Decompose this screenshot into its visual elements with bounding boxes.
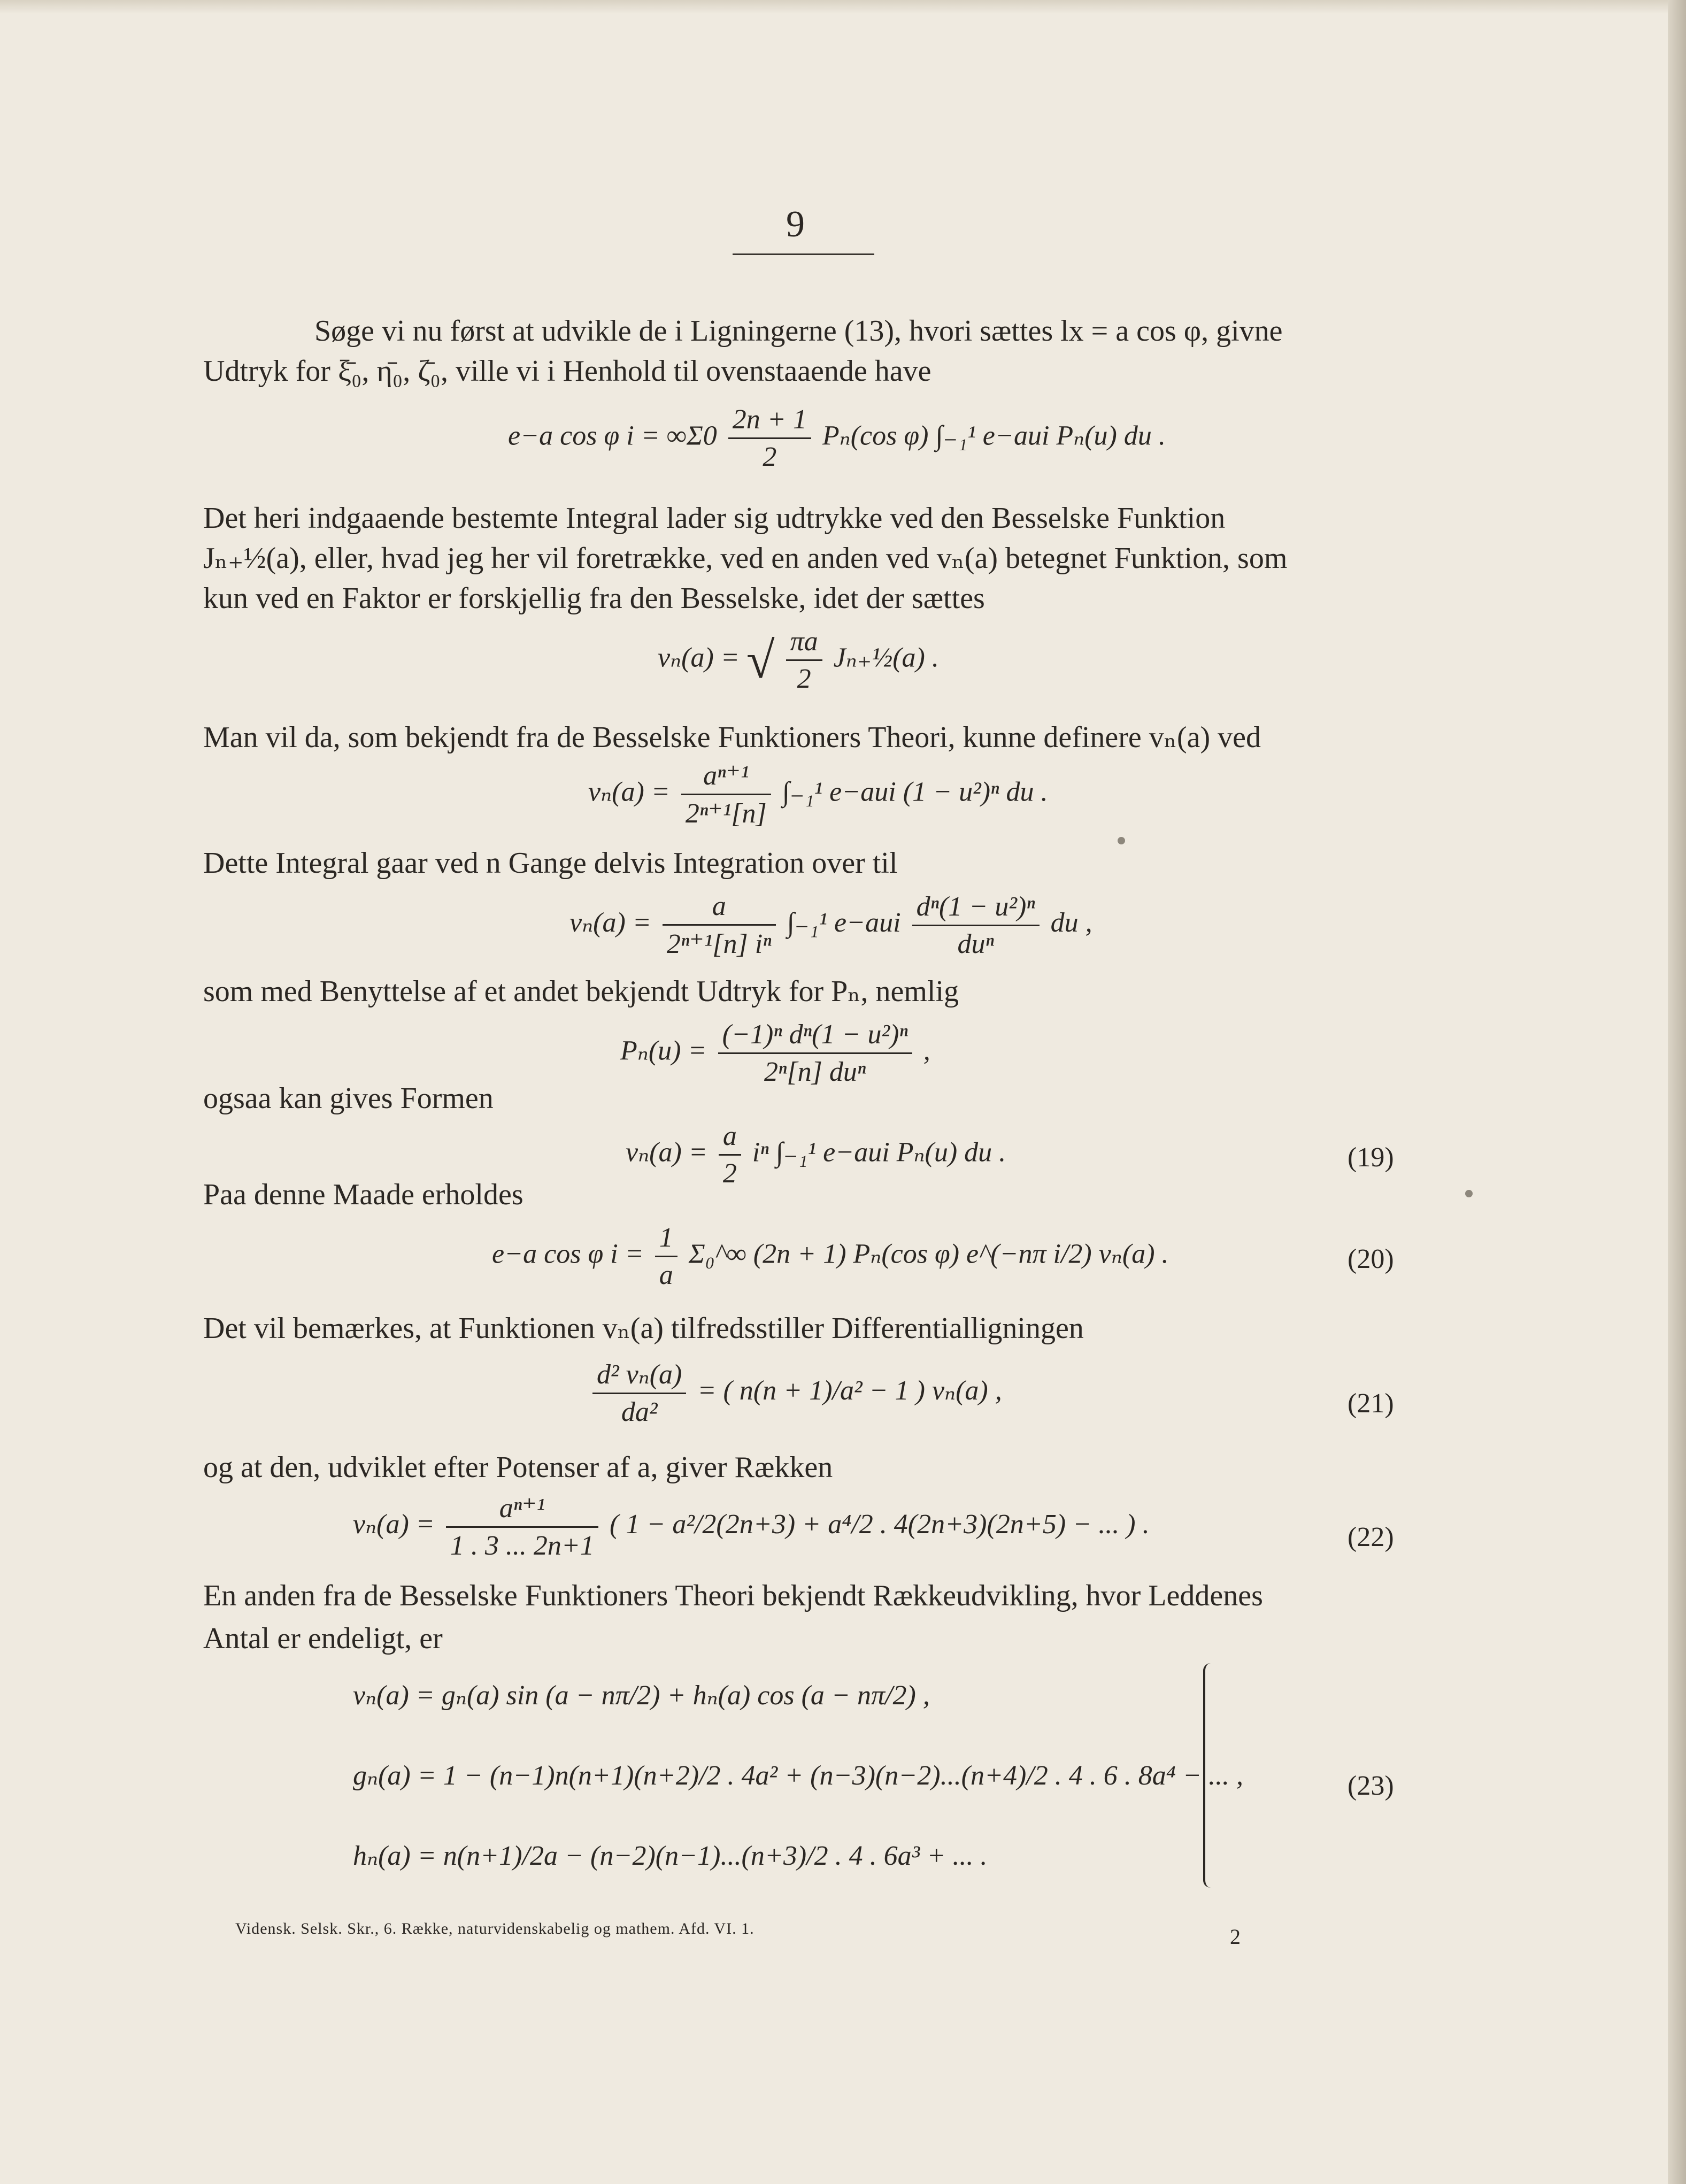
page-top-shadow bbox=[0, 0, 1686, 14]
equation-23-line-1: vₙ(a) = gₙ(a) sin (a − nπ/2) + hₙ(a) cos (a − nπ/2) , bbox=[353, 1680, 930, 1711]
eq3-den: 2ⁿ⁺¹[n] bbox=[685, 798, 767, 829]
eq7-fraction bbox=[655, 1222, 678, 1291]
eq8-den: da² bbox=[621, 1397, 658, 1427]
equation-21 bbox=[588, 1358, 1002, 1428]
eq3-num: aⁿ⁺¹ bbox=[681, 759, 771, 795]
equation-19 bbox=[626, 1120, 1006, 1189]
eq2-den: 2 bbox=[797, 664, 811, 694]
equation-number-23: (23) bbox=[1348, 1771, 1394, 1801]
eq5-lhs: Pₙ(u) = bbox=[620, 1035, 707, 1066]
equation-rodrigues bbox=[620, 1019, 930, 1088]
eq7-den: a bbox=[659, 1260, 673, 1290]
paragraph-6: ogsaa kan gives Formen bbox=[203, 1082, 494, 1115]
signature-mark: 2 bbox=[1230, 1925, 1241, 1949]
eq4-lhs: vₙ(a) = bbox=[569, 907, 651, 938]
equation-partial-integration bbox=[569, 890, 1092, 960]
paragraph-3: Man vil da, som bekjendt fra de Besselske Funktioners Theori, kunne definere vₙ(a) ved bbox=[203, 721, 1261, 754]
equation-number-20: (20) bbox=[1348, 1244, 1394, 1274]
paragraph-2-line-3: kun ved en Faktor er forskjellig fra den Besselske, idet der sættes bbox=[203, 582, 985, 615]
equation-number-22: (22) bbox=[1348, 1522, 1394, 1552]
eq5-num: (−1)ⁿ dⁿ(1 − u²)ⁿ bbox=[718, 1019, 912, 1054]
paragraph-7: Paa denne Maade erholdes bbox=[203, 1178, 523, 1211]
eq6-rest: iⁿ ∫₋₁¹ e−aui Pₙ(u) du . bbox=[752, 1137, 1006, 1168]
page-right-edge bbox=[1668, 0, 1686, 2184]
equation-22 bbox=[353, 1492, 1150, 1562]
paragraph-9: og at den, udviklet efter Potenser af a, giver Rækken bbox=[203, 1451, 833, 1484]
eq6-lhs: vₙ(a) = bbox=[626, 1137, 707, 1168]
eq4-num2: dⁿ(1 − u²)ⁿ bbox=[912, 891, 1040, 926]
eq1-rest: Pₙ(cos φ) ∫₋₁¹ e−aui Pₙ(u) du . bbox=[822, 420, 1166, 451]
equation-integral-definition bbox=[588, 759, 1048, 829]
paragraph-10-line-1: En anden fra de Besselske Funktioners Theori bekjendt Rækkeudvikling, hvor Leddenes bbox=[203, 1579, 1263, 1612]
speck bbox=[1465, 1190, 1473, 1197]
eq1-den: 2 bbox=[763, 442, 777, 472]
paragraph-10-line-2: Antal er endeligt, er bbox=[203, 1622, 443, 1655]
eq2-fraction bbox=[786, 626, 822, 695]
eq9-rest: ( 1 − a²/2(2n+3) + a⁴/2 . 4(2n+3)(2n+5) − ... ) . bbox=[609, 1509, 1150, 1540]
eq6-num: a bbox=[719, 1120, 741, 1156]
eq4-integral: ∫₋₁¹ e−aui bbox=[787, 907, 901, 938]
paragraph-8: Det vil bemærkes, at Funktionen vₙ(a) tilfredsstiller Differentialligningen bbox=[203, 1312, 1084, 1345]
eq1-lhs: e−a cos φ i bbox=[508, 420, 634, 451]
eq1-num: 2n + 1 bbox=[728, 404, 811, 439]
speck bbox=[1118, 837, 1125, 844]
eq3-rest: ∫₋₁¹ e−aui (1 − u²)ⁿ du . bbox=[782, 776, 1048, 808]
eq1-sum: ∞Σ0 bbox=[666, 420, 717, 451]
eq2-rest: Jₙ₊½(a) . bbox=[833, 642, 939, 673]
eq4-den: 2ⁿ⁺¹[n] iⁿ bbox=[666, 929, 772, 959]
eq8-num: d² vₙ(a) bbox=[592, 1358, 686, 1394]
paragraph-2-line-1: Det heri indgaaende bestemte Integral lader sig udtrykke ved den Besselske Funktion bbox=[203, 502, 1226, 535]
equation-20 bbox=[492, 1222, 1169, 1291]
eq8-fraction bbox=[592, 1358, 686, 1428]
eq9-num: aⁿ⁺¹ bbox=[446, 1492, 598, 1528]
equation-23-line-2: gₙ(a) = 1 − (n−1)n(n+1)(n+2)/2 . 4a² + (n−3)(n−2)...(n+4)/2 . 4 . 6 . 8a⁴ − ... , bbox=[353, 1760, 1243, 1791]
eq2-lhs: vₙ(a) = bbox=[658, 642, 740, 673]
eq9-den: 1 . 3 ... 2n+1 bbox=[450, 1531, 594, 1561]
paragraph-5: som med Benyttelse af et andet bekjendt Udtryk for Pₙ, nemlig bbox=[203, 975, 959, 1008]
equation-23-brace bbox=[1203, 1663, 1216, 1888]
eq1-fraction bbox=[728, 404, 811, 473]
footer-citation: Vidensk. Selsk. Skr., 6. Række, naturvidenskabelig og mathem. Afd. VI. 1. bbox=[235, 1920, 755, 1937]
equation-vn-definition bbox=[658, 626, 939, 695]
page-number-rule bbox=[733, 253, 874, 255]
eq4-fraction-2 bbox=[912, 891, 1040, 960]
equation-number-19: (19) bbox=[1348, 1142, 1394, 1173]
eq2-radical: √ bbox=[746, 632, 775, 689]
eq4-rest: du , bbox=[1050, 907, 1092, 938]
equation-number-21: (21) bbox=[1348, 1388, 1394, 1419]
eq2-num: πa bbox=[786, 626, 822, 661]
equation-23-line-3: hₙ(a) = n(n+1)/2a − (n−2)(n−1)...(n+3)/2 . 4 . 6a³ + ... . bbox=[353, 1841, 988, 1871]
page-number: 9 bbox=[786, 204, 805, 245]
eq9-lhs: vₙ(a) = bbox=[353, 1509, 435, 1540]
paragraph-4: Dette Integral gaar ved n Gange delvis Integration over til bbox=[203, 847, 898, 880]
equation-expansion bbox=[508, 404, 1166, 473]
eq1-equals: = bbox=[641, 420, 660, 451]
eq7-num: 1 bbox=[655, 1222, 678, 1257]
eq8-rest: = ( n(n + 1)/a² − 1 ) vₙ(a) , bbox=[697, 1375, 1002, 1406]
eq4-fraction-1 bbox=[663, 890, 776, 960]
eq4-den2: duⁿ bbox=[957, 928, 994, 959]
eq7-lhs: e−a cos φ i = bbox=[492, 1239, 644, 1270]
eq6-fraction bbox=[719, 1120, 741, 1189]
paragraph-2-line-2: Jₙ₊½(a), eller, hvad jeg her vil foretrække, ved en anden ved vₙ(a) betegnet Funktion, som bbox=[203, 542, 1288, 575]
eq9-fraction bbox=[446, 1492, 598, 1562]
eq4-num: a bbox=[663, 890, 776, 926]
eq5-fraction bbox=[718, 1019, 912, 1088]
eq3-fraction bbox=[681, 759, 771, 829]
eq6-den: 2 bbox=[722, 1158, 737, 1189]
eq5-rest: , bbox=[923, 1035, 930, 1066]
paragraph-1-line-2: Udtryk for ξ̄₀, η̄₀, ζ̄₀, ville vi i Henhold til ovenstaaende have bbox=[203, 355, 931, 388]
eq5-den: 2ⁿ[n] duⁿ bbox=[764, 1057, 866, 1087]
eq3-lhs: vₙ(a) = bbox=[588, 776, 670, 808]
paragraph-1-line-1: Søge vi nu først at udvikle de i Ligningerne (13), hvori sættes lx = a cos φ, givne bbox=[314, 314, 1283, 348]
eq7-rest: Σ₀^∞ (2n + 1) Pₙ(cos φ) e^(−nπ i/2) vₙ(a) . bbox=[688, 1239, 1169, 1270]
